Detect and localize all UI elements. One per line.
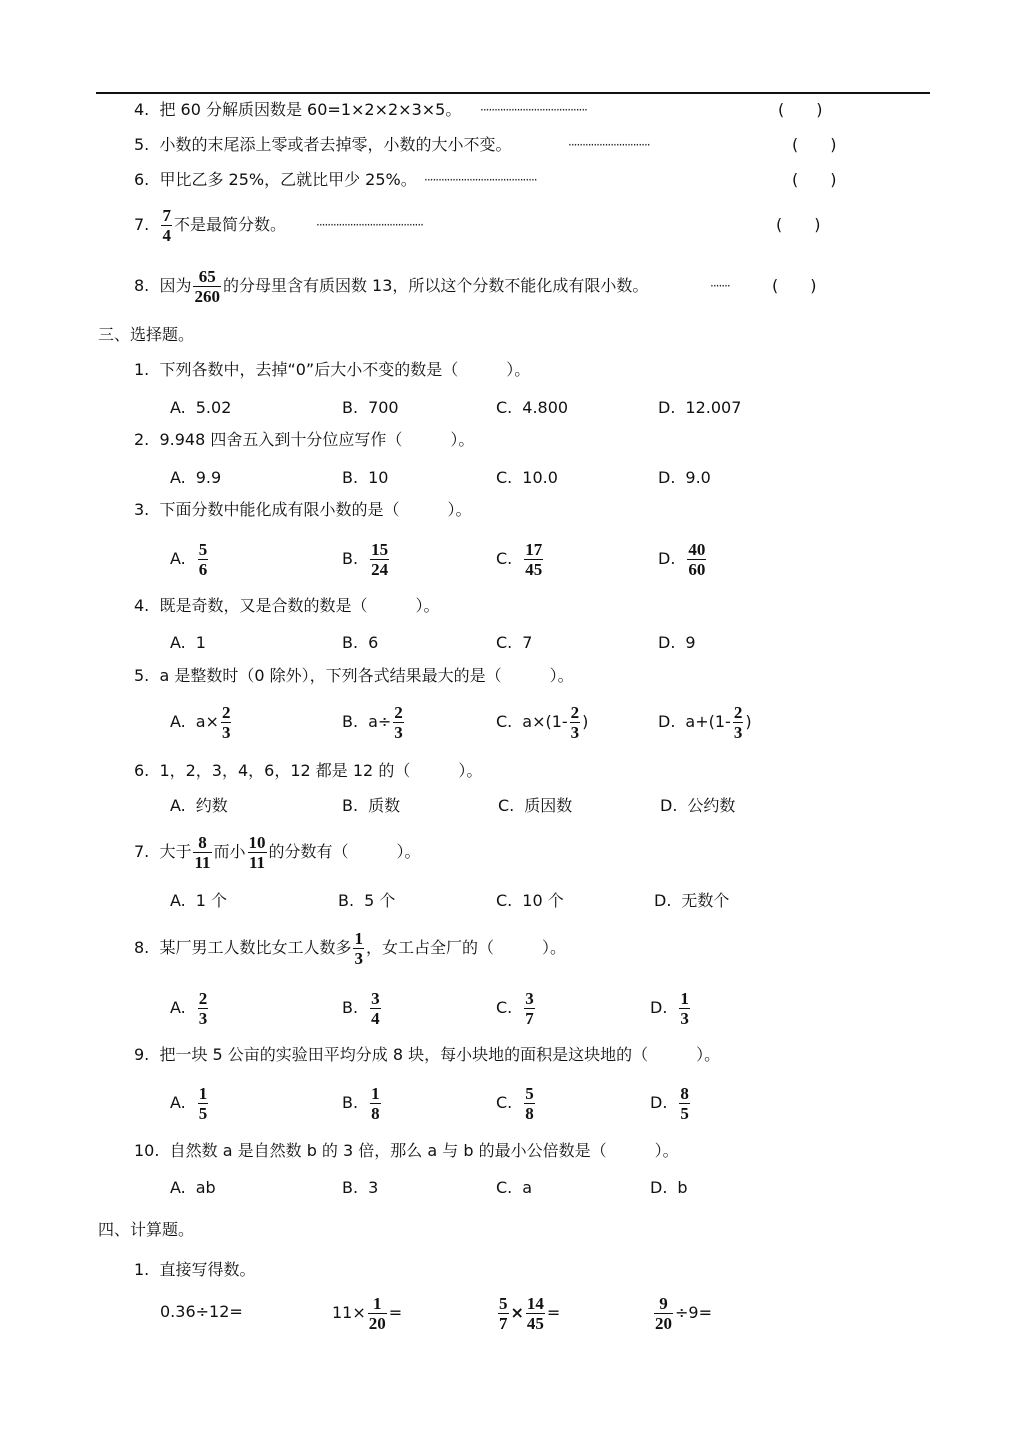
- calc-expr-4: $\frac{9}{20}$ ÷9=: [655, 1294, 712, 1333]
- calc-expr-2: 11× $\frac{1}{20}$ =: [332, 1294, 403, 1333]
- fraction: $\frac{5}{7}$: [499, 1294, 508, 1333]
- fraction: $\frac{3}{7}$: [525, 989, 534, 1028]
- option-b[interactable]: B. 质数: [342, 796, 401, 815]
- question-8: 8. 某厂男工人数比女工人数多 $\frac{1}{3}$ ，女工占全厂的（ ）。: [134, 929, 566, 968]
- option-a[interactable]: A. $\frac{2}{3}$: [170, 989, 208, 1028]
- option-d[interactable]: D. b: [650, 1178, 688, 1197]
- fraction: $\frac{17}{45}$: [525, 540, 543, 579]
- section-title-choice: 三、选择题。: [98, 325, 195, 344]
- question-5: 5. a 是整数时（0 除外），下列各式结果最大的是（ ）。: [134, 666, 574, 685]
- dotted-leader: ·····························: [568, 138, 650, 152]
- fraction: $\frac{2}{3}$: [198, 989, 208, 1028]
- fraction: $\frac{5}{8}$: [525, 1084, 534, 1123]
- fraction: $\frac{1}{5}$: [198, 1084, 208, 1123]
- item-number: 4.: [134, 100, 150, 119]
- fraction: $\frac{15}{24}$: [371, 540, 389, 579]
- fraction: $\frac{3}{4}$: [371, 989, 380, 1028]
- question-10: 10. 自然数 a 是自然数 b 的 3 倍，那么 a 与 b 的最小公倍数是（ ）。: [134, 1141, 679, 1160]
- option-c[interactable]: C. 10 个: [496, 891, 564, 910]
- option-c[interactable]: C. a: [496, 1178, 533, 1197]
- option-b[interactable]: B. 700: [342, 398, 399, 417]
- option-b[interactable]: B. 10: [342, 468, 389, 487]
- fraction: $\frac{8}{5}$: [680, 1084, 689, 1123]
- item-text: 甲比乙多 25%，乙就比甲少 25%。: [159, 170, 417, 189]
- fraction: $\frac{5}{6}$: [198, 540, 208, 579]
- option-b[interactable]: B. a÷ $\frac{2}{3}$: [342, 703, 403, 742]
- item-number: 6.: [134, 170, 150, 189]
- option-d[interactable]: D. 12.007: [658, 398, 742, 417]
- question-7: 7. 大于 $\frac{8}{11}$ 而小 $\frac{10}{11}$ 的分数有（ ）。: [134, 833, 421, 872]
- option-c[interactable]: C. 7: [496, 633, 533, 652]
- item-text: 把 60 分解质因数是 60=1×2×2×3×5。: [159, 100, 462, 119]
- option-a[interactable]: A. 5.02: [170, 398, 232, 417]
- question-4: 4. 既是奇数，又是合数的数是（ ）。: [134, 596, 440, 615]
- dotted-leader: ·······: [710, 279, 730, 293]
- item-number: 8.: [134, 276, 150, 295]
- option-b[interactable]: B. $\frac{1}{8}$: [342, 1084, 380, 1123]
- section-title-calc: 四、计算题。: [98, 1220, 195, 1239]
- answer-paren[interactable]: ( ): [772, 276, 817, 295]
- fraction: $\frac{1}{20}$: [368, 1294, 386, 1333]
- option-c[interactable]: C. $\frac{5}{8}$: [496, 1084, 534, 1123]
- answer-paren[interactable]: ( ): [776, 215, 821, 234]
- fraction: $\frac{9}{20}$: [655, 1294, 672, 1333]
- calc-expr-1: 0.36÷12=: [160, 1302, 243, 1321]
- fraction: $\frac{1}{3}$: [354, 929, 363, 968]
- option-b[interactable]: B. $\frac{15}{24}$: [342, 540, 389, 579]
- option-a[interactable]: A. 9.9: [170, 468, 222, 487]
- answer-paren[interactable]: ( ): [778, 100, 823, 119]
- fraction: $\frac{1}{8}$: [371, 1084, 380, 1123]
- option-c[interactable]: C. $\frac{17}{45}$: [496, 540, 543, 579]
- fraction: $\frac{40}{60}$: [688, 540, 706, 579]
- option-c[interactable]: C. 质因数: [498, 796, 573, 815]
- option-d[interactable]: D. 9.0: [658, 468, 711, 487]
- option-b[interactable]: B. 6: [342, 633, 379, 652]
- option-a[interactable]: A. 1: [170, 633, 206, 652]
- option-a[interactable]: A. 约数: [170, 796, 228, 815]
- option-a[interactable]: A. $\frac{5}{6}$: [170, 540, 208, 579]
- question-1: 1. 下列各数中，去掉“0”后大小不变的数是（ ）。: [134, 360, 531, 379]
- option-d[interactable]: D. $\frac{1}{3}$: [650, 989, 689, 1028]
- question-9: 9. 把一块 5 公亩的实验田平均分成 8 块，每小块地的面积是这块地的（ ）。: [134, 1045, 721, 1064]
- option-b[interactable]: B. $\frac{3}{4}$: [342, 989, 380, 1028]
- option-a[interactable]: A. $\frac{1}{5}$: [170, 1084, 208, 1123]
- fraction: $\frac{2}{3}$: [221, 703, 231, 742]
- answer-paren[interactable]: ( ): [792, 170, 837, 189]
- fraction: $\frac{10}{11}$: [248, 833, 266, 872]
- option-d[interactable]: D. a+(1- $\frac{2}{3}$ ): [658, 703, 752, 742]
- option-c[interactable]: C. a×(1- $\frac{2}{3}$ ): [496, 703, 589, 742]
- option-d[interactable]: D. $\frac{8}{5}$: [650, 1084, 689, 1123]
- option-c[interactable]: C. 4.800: [496, 398, 569, 417]
- option-a[interactable]: A. a× $\frac{2}{3}$: [170, 703, 231, 742]
- item-text: 因为: [159, 276, 192, 295]
- option-c[interactable]: C. $\frac{3}{7}$: [496, 989, 534, 1028]
- dotted-leader: ········································: [424, 173, 537, 187]
- dotted-leader: ······································: [480, 103, 587, 117]
- item-number: 5.: [134, 135, 150, 154]
- option-b[interactable]: B. 5 个: [338, 891, 396, 910]
- fraction: $\frac{2}{3}$: [570, 703, 580, 742]
- option-d[interactable]: D. 9: [658, 633, 696, 652]
- option-d[interactable]: D. 无数个: [654, 891, 730, 910]
- dotted-leader: ······································: [316, 218, 423, 232]
- question-2: 2. 9.948 四舍五入到十分位应写作（ ）。: [134, 430, 475, 449]
- question-6: 6. 1，2，3，4，6，12 都是 12 的（ ）。: [134, 761, 483, 780]
- option-d[interactable]: D. 公约数: [660, 796, 736, 815]
- fraction: $\frac{8}{11}$: [194, 833, 211, 872]
- option-c[interactable]: C. 10.0: [496, 468, 558, 487]
- answer-paren[interactable]: ( ): [792, 135, 837, 154]
- calc-expr-3: $\frac{5}{7}$ × $\frac{14}{45}$ =: [499, 1294, 561, 1333]
- option-a[interactable]: A. ab: [170, 1178, 216, 1197]
- option-a[interactable]: A. 1 个: [170, 891, 228, 910]
- item-text: 小数的末尾添上零或者去掉零，小数的大小不变。: [159, 135, 512, 154]
- fraction: $\frac{65}{260}$: [194, 267, 220, 306]
- fraction: $\frac{2}{3}$: [733, 703, 743, 742]
- item-text: 的分母里含有质因数 13，所以这个分数不能化成有限小数。: [222, 276, 649, 295]
- option-b[interactable]: B. 3: [342, 1178, 379, 1197]
- item-text: 不是最简分数。: [173, 215, 286, 234]
- fraction: $\frac{1}{3}$: [680, 989, 689, 1028]
- question-3: 3. 下面分数中能化成有限小数的是（ ）。: [134, 500, 472, 519]
- header-rule: [96, 92, 930, 94]
- fraction: $\frac{2}{3}$: [394, 703, 403, 742]
- option-d[interactable]: D. $\frac{40}{60}$: [658, 540, 706, 579]
- calc-question-1: 1. 直接写得数。: [134, 1260, 256, 1279]
- fraction: $\frac{14}{45}$: [526, 1294, 544, 1333]
- item-number: 7.: [134, 215, 150, 234]
- fraction: $\frac{7}{4}$: [162, 206, 171, 245]
